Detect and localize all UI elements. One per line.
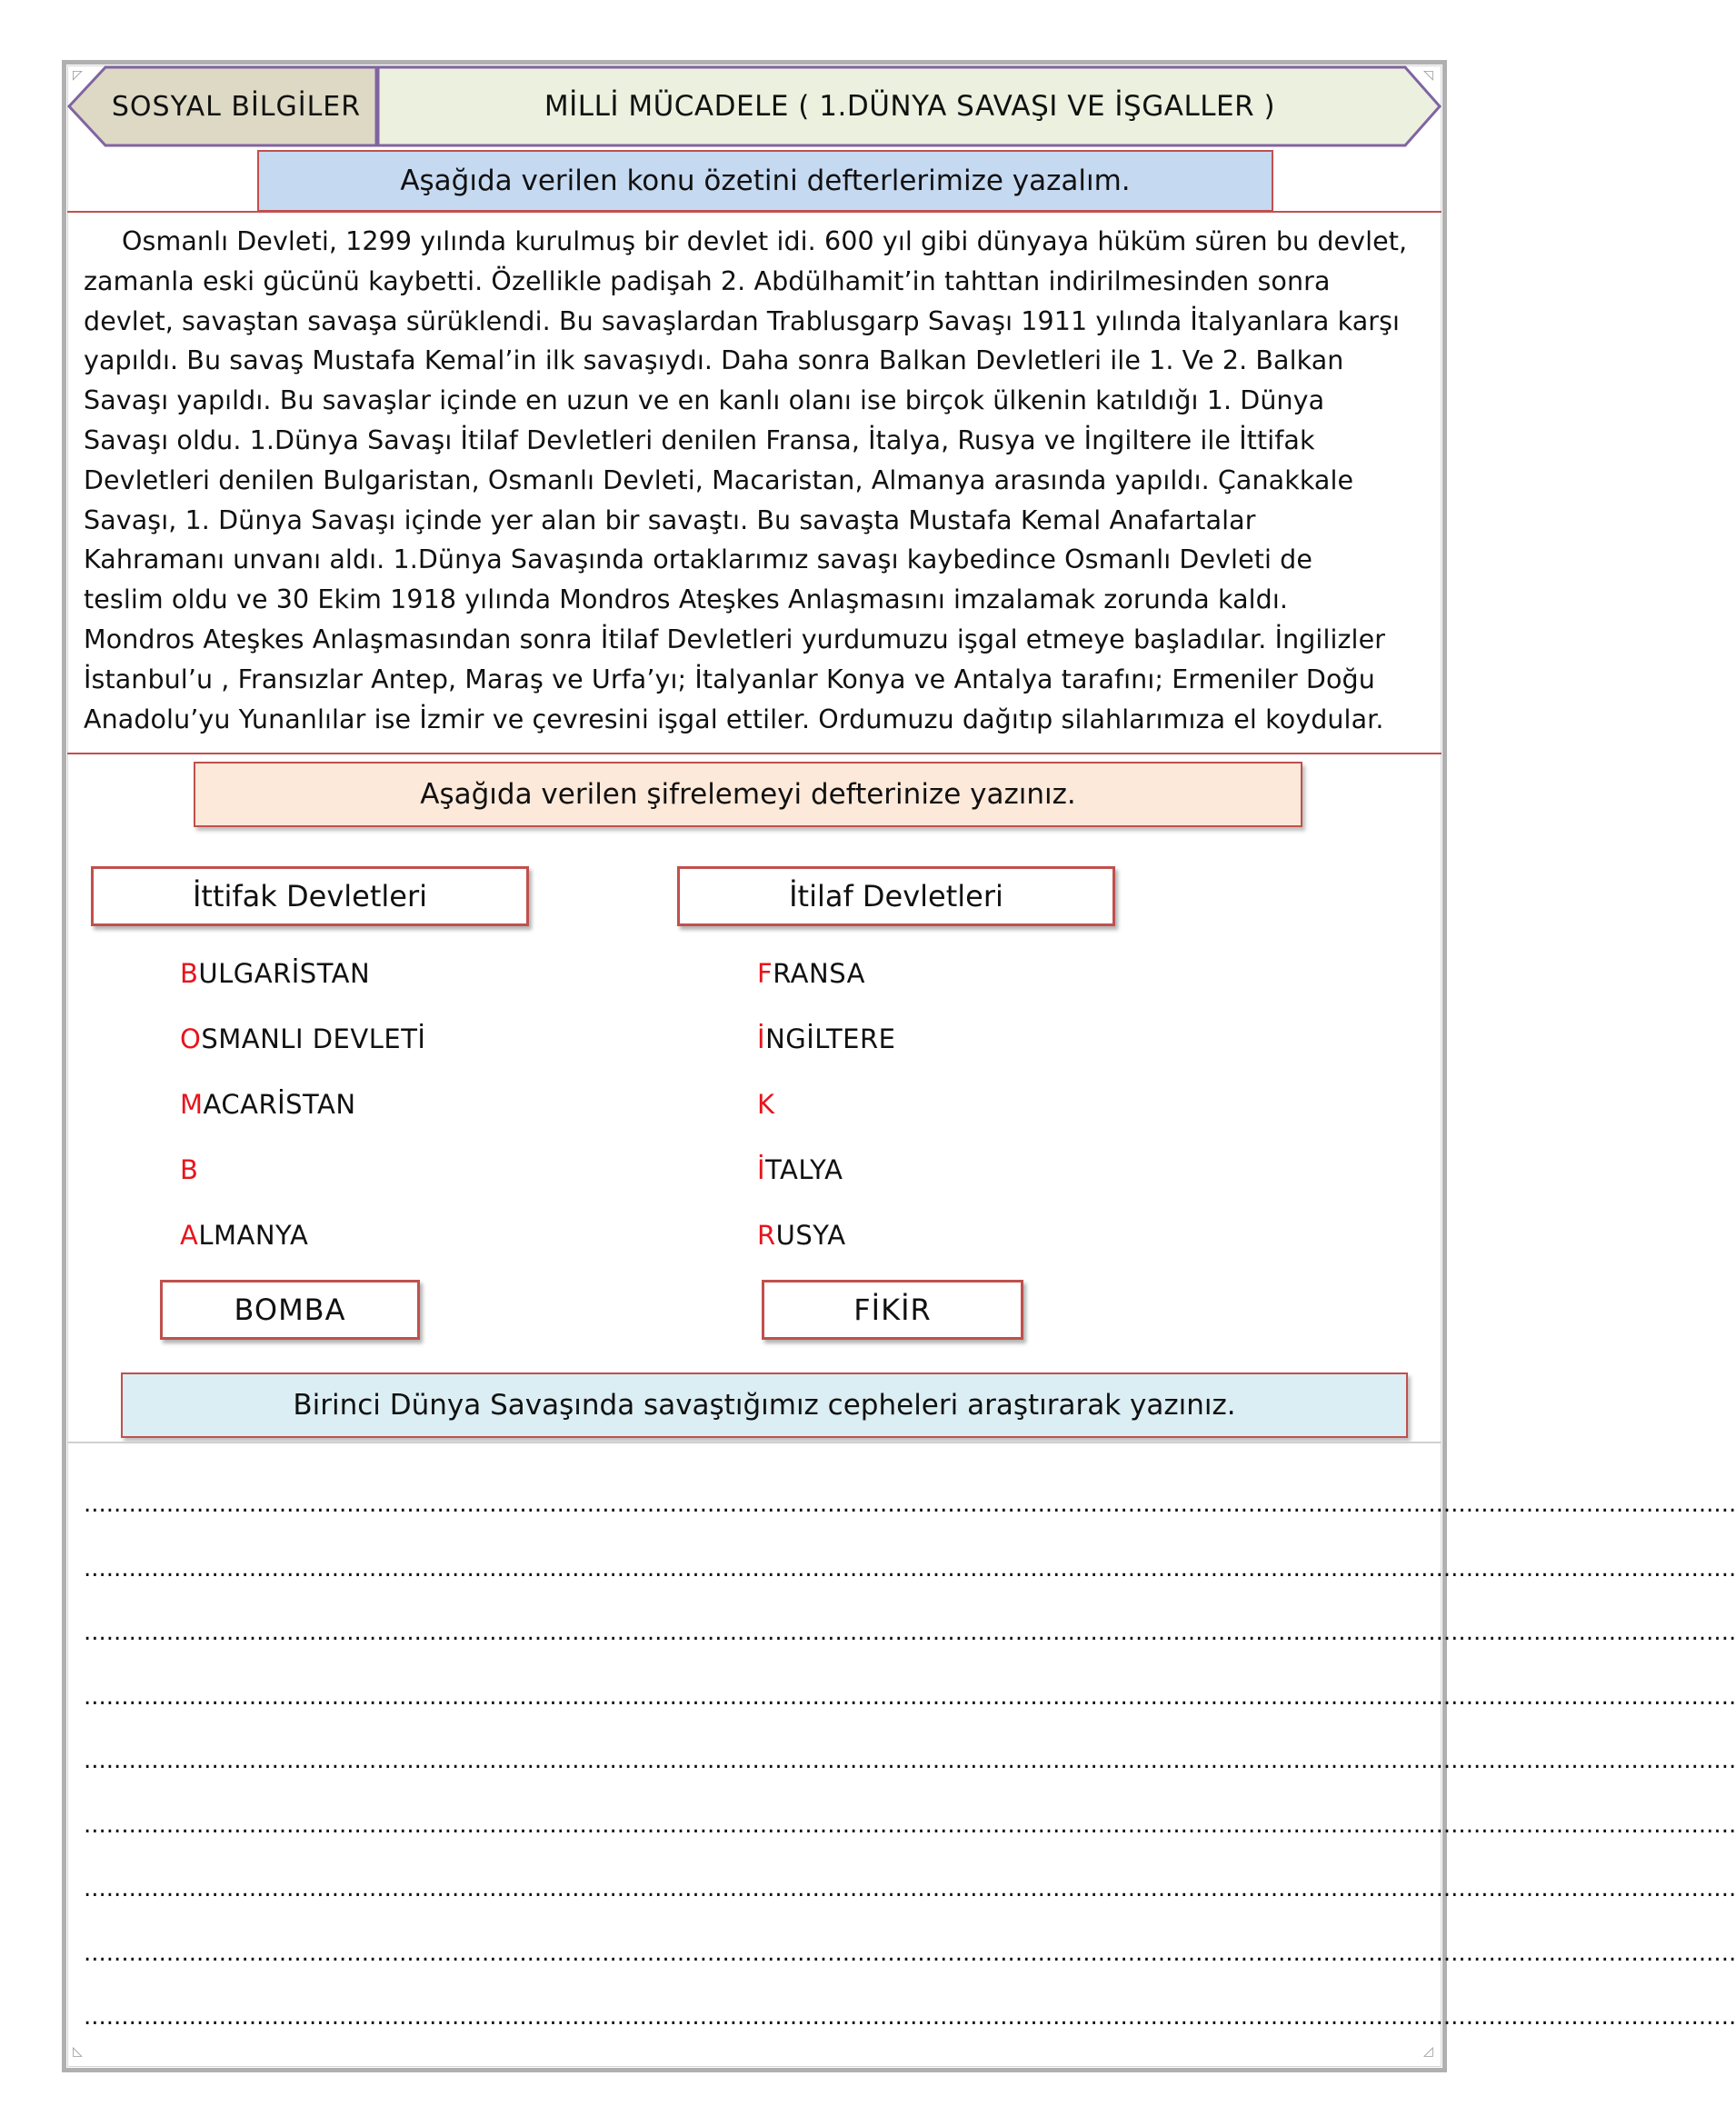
acrostic-letter: K — [757, 1089, 775, 1120]
corner-mark-icon: ◿ — [1423, 2044, 1433, 2059]
fikir-word-box: FİKİR — [762, 1280, 1023, 1340]
list-item — [180, 1006, 425, 1072]
list-item — [757, 941, 895, 1006]
divider — [67, 1442, 1442, 1443]
itilaf-list — [757, 941, 895, 1268]
country-rest: TALYA — [765, 1154, 843, 1185]
acrostic-letter: F — [757, 958, 773, 989]
country-rest: NGİLTERE — [765, 1023, 896, 1054]
divider — [67, 211, 1442, 213]
country-rest: RANSA — [773, 958, 865, 989]
itilaf-title-box: İtilaf Devletleri — [677, 866, 1115, 926]
summary-line: devlet, savaştan savaşa sürüklendi. Bu savaşlardan Trablusgarp Savaşı 1911 yılında İtalyanlara karşı — [84, 305, 1401, 336]
corner-mark-icon: ◺ — [73, 2044, 83, 2059]
country-rest: ACARİSTAN — [203, 1089, 356, 1120]
list-item — [180, 1072, 425, 1137]
summary-line: teslim oldu ve 30 Ekim 1918 yılında Mondros Ateşkes Anlaşmasını imzalamak zorunda kaldı. — [84, 584, 1289, 615]
list-item — [180, 1137, 425, 1203]
country-rest: USYA — [775, 1220, 846, 1251]
subject-tab — [67, 65, 378, 147]
summary-line: zamanla eski gücünü kaybetti. Özellikle padişah 2. Abdülhamit’in tahttan indirilmesinden sonra — [84, 265, 1331, 296]
summary-line: İstanbul’u , Fransızlar Antep, Maraş ve Urfa’yı; İtalyanlar Konya ve Antalya tarafını; Ermeniler Doğu — [84, 664, 1375, 694]
list-item — [180, 1203, 425, 1268]
acrostic-letter: B — [180, 1154, 199, 1185]
country-rest: SMANLI DEVLETİ — [201, 1023, 426, 1054]
writing-line[interactable]: ............................................................................................................................................................................................................................ — [84, 1747, 1736, 1774]
acrostic-letter: O — [180, 1023, 202, 1054]
summary-line: yapıldı. Bu savaş Mustafa Kemal’in ilk savaşıydı. Daha sonra Balkan Devletleri ile 1. Ve 2. Balkan — [84, 345, 1344, 376]
acrostic-letter: R — [757, 1220, 776, 1251]
corner-mark-icon: ◸ — [73, 68, 83, 83]
list-item — [757, 1137, 895, 1203]
page-title: MİLLİ MÜCADELE ( 1.DÜNYA SAVAŞI VE İŞGALLER ) — [544, 90, 1276, 123]
list-item — [757, 1072, 895, 1137]
cipher-heading: Aşağıda verilen şifrelemeyi defterinize yazınız. — [194, 762, 1302, 827]
summary-heading: Aşağıda verilen konu özetini defterlerimize yazalım. — [257, 150, 1273, 212]
country-rest: LMANYA — [198, 1220, 309, 1251]
title-tab — [378, 65, 1442, 147]
summary-line: Kahramanı unvanı aldı. 1.Dünya Savaşında ortaklarımız savaşı kaybedince Osmanlı Devleti de — [84, 544, 1312, 575]
corner-mark-icon: ◹ — [1423, 68, 1433, 83]
list-item — [180, 941, 425, 1006]
writing-line[interactable]: ............................................................................................................................................................................................................................ — [84, 1875, 1736, 1902]
writing-line[interactable]: ............................................................................................................................................................................................................................ — [84, 1939, 1736, 1967]
acrostic-letter: İ — [757, 1154, 766, 1185]
writing-line[interactable]: ............................................................................................................................................................................................................................ — [84, 2003, 1736, 2031]
divider — [67, 753, 1442, 754]
summary-text — [84, 222, 1438, 739]
list-item — [757, 1006, 895, 1072]
acrostic-letter: B — [180, 958, 199, 989]
summary-line: Anadolu’yu Yunanlılar ise İzmir ve çevresini işgal ettiler. Ordumuzu dağıtıp silahlarımıza el koydular. — [84, 704, 1384, 734]
subject-label: SOSYAL BİLGİLER — [111, 90, 362, 123]
research-heading: Birinci Dünya Savaşında savaştığımız cepheleri araştırarak yazınız. — [121, 1372, 1408, 1438]
summary-line: Devletleri denilen Bulgaristan, Osmanlı Devleti, Macaristan, Almanya arasında yapıldı. Çanakkale — [84, 464, 1354, 495]
writing-line[interactable]: ............................................................................................................................................................................................................................ — [84, 1811, 1736, 1839]
writing-line[interactable]: ............................................................................................................................................................................................................................ — [84, 1554, 1736, 1582]
country-rest: ULGARİSTAN — [198, 958, 371, 989]
ittifak-list — [180, 941, 425, 1268]
summary-line: Savaşı, 1. Dünya Savaşı içinde yer alan bir savaştı. Bu savaşta Mustafa Kemal Anafartalar — [84, 504, 1256, 535]
writing-lines — [84, 1472, 1736, 2050]
summary-line: Savaşı yapıldı. Bu savaşlar içinde en uzun ve en kanlı olanı ise birçok ülkenin katıldığı 1. Dünya — [84, 385, 1325, 416]
writing-line[interactable]: ............................................................................................................................................................................................................................ — [84, 1619, 1736, 1646]
summary-line: Savaşı oldu. 1.Dünya Savaşı İtilaf Devletleri denilen Fransa, İtalya, Rusya ve İngiltere ile İttifak — [84, 424, 1315, 455]
summary-line: Osmanlı Devleti, 1299 yılında kurulmuş bir devlet idi. 600 yıl gibi dünyaya hüküm süren bu devlet, — [122, 226, 1408, 256]
acrostic-letter: M — [180, 1089, 204, 1120]
writing-line[interactable]: ............................................................................................................................................................................................................................ — [84, 1491, 1736, 1518]
bomba-word-box: BOMBA — [160, 1280, 420, 1340]
ittifak-title-box: İttifak Devletleri — [91, 866, 529, 926]
writing-line[interactable]: ............................................................................................................................................................................................................................ — [84, 1682, 1736, 1711]
list-item — [757, 1203, 895, 1268]
acrostic-letter: İ — [757, 1023, 766, 1054]
summary-line: Mondros Ateşkes Anlaşmasından sonra İtilaf Devletleri yurdumuzu işgal etmeye başladılar. İngilizler — [84, 624, 1386, 654]
acrostic-letter: A — [180, 1220, 199, 1251]
